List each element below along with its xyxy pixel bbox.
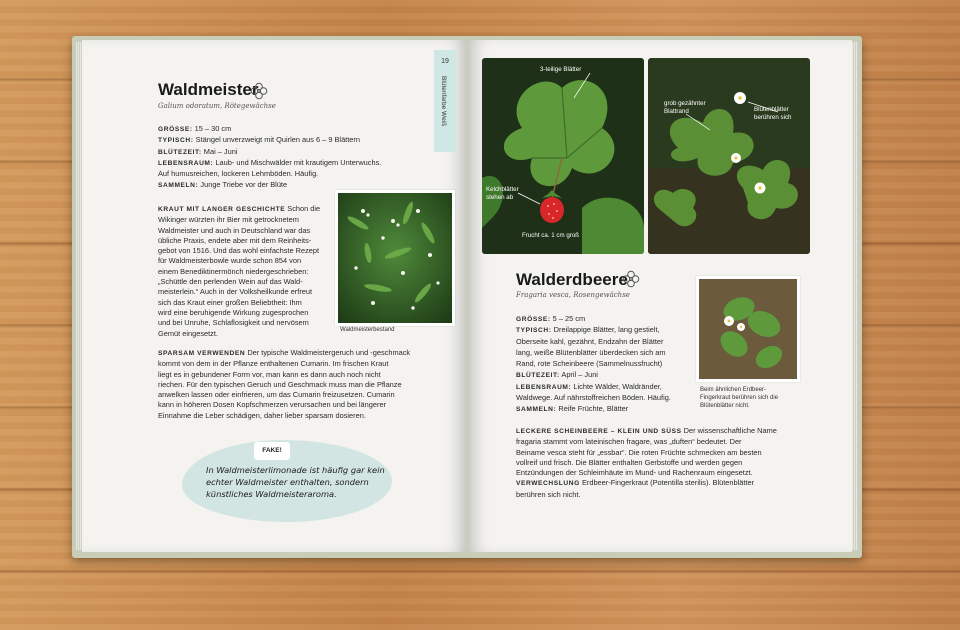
woodruff-photo-frame	[335, 190, 455, 326]
strawberry-flowers-photo	[648, 58, 810, 254]
fact-row: Oberseite kahl, gezähnt, Endzahn der Blätter	[516, 336, 664, 346]
strawberry-flowers-image	[648, 58, 810, 254]
section-tab-label: Blütenfarbe Weiß	[440, 76, 447, 127]
strawberry-closeup-photo	[482, 58, 644, 254]
label-frucht: Frucht ca. 1 cm groß	[522, 232, 580, 239]
left-page	[82, 40, 466, 552]
label-kelchblaetter: Kelchblätter stehen ab	[486, 186, 519, 201]
fact-row: BLÜTEZEIT: Mai – Juni	[158, 146, 238, 156]
plant-title-walderdbeere: Walderdbeere	[516, 270, 628, 289]
right-page	[468, 40, 852, 552]
sparsam-paragraph: SPARSAM VERWENDEN Der typische Waldmeistergeruch und -geschmack kommt von dem in der Pflanze enthaltenen Cumarin. Im frischen Kraut liegt es in gebundener Form vor, man kann es dann auch noch nicht riechen. Für den typischen Geruch und Geschmack muss man die Pflanze anwelken lassen oder einfrieren, um das Cumarin freizusetzen. Cumarin kann in höheren Dosen Kopfschmerzen verursachen und bei längerer Einnahme die Leber schädigen, daher lieber sparsam dosieren.	[158, 348, 411, 420]
plant-title-waldmeister: Waldmeister	[158, 80, 259, 99]
fact-row: SAMMELN: Junge Triebe vor der Blüte	[158, 180, 288, 190]
strawberry-small-photo	[699, 279, 797, 379]
strawberry-closeup-image	[482, 58, 644, 254]
label-blattrand: grob gezähnter Blattrand	[664, 100, 706, 115]
facts-list	[516, 314, 696, 416]
plant-subtitle: Fragaria vesca, Rosengewächse	[516, 291, 630, 299]
label-3teilige: 3-teilige Blätter	[540, 66, 582, 73]
page-number: 19	[441, 58, 449, 65]
fact-row: BLÜTEZEIT: April – Juni	[516, 370, 598, 380]
facts-list	[158, 124, 428, 192]
fact-row: LEBENSRAUM: Lichte Wälder, Waldränder,	[516, 381, 662, 391]
section-tab	[434, 50, 456, 152]
label-bluetenblaetter: Blütenblätter berühren sich	[754, 106, 792, 121]
fact-row: lang, weiße Blütenblätter überdecken sich am	[516, 347, 666, 357]
fact-row: Auf humusreichen, lockeren Lehmböden. Häufig.	[158, 169, 319, 179]
strawberry-photo-caption: Beim ähnlichen Erdbeer- Fingerkraut berühren sich die Blütenblätter nicht.	[700, 387, 779, 409]
strawberry-small-photo-frame	[696, 276, 800, 382]
plant-subtitle: Galium odoratum, Rötegewächse	[158, 102, 276, 110]
flower-icon	[250, 82, 268, 100]
fake-callout-text: In Waldmeisterlimonade ist häufig gar kein echter Waldmeister enthalten, sondern künstliches Waldmeisteraroma.	[206, 465, 385, 499]
fake-label: FAKE!	[254, 442, 290, 460]
fact-row: TYPISCH: Dreilappige Blätter, lang gestielt,	[516, 325, 660, 335]
fact-row: LEBENSRAUM: Laub- und Mischwälder mit krautigem Unterwuchs.	[158, 157, 382, 167]
fact-row: TYPISCH: Stängel unverzweigt mit Quirlen aus 6 – 9 Blättern	[158, 135, 360, 145]
fact-row: SAMMELN: Reife Früchte, Blätter	[516, 404, 629, 414]
scheinbeere-paragraph: LECKERE SCHEINBEERE – KLEIN UND SÜSS Der wissenschaftliche Name fragaria stammt vom lateinischen fragare, was „duften“ bedeutet. Der Beiname vesca steht für „essbar“. Die roten Früchte schmecken am besten vollreif und frisch. Die Blätter enthalten Gerbstoffe und werden gegen Entzündungen der Schleimhäute im Mund- und Rachenraum eingesetzt. VERWECHSLUNG Erdbeer-Fingerkraut (Potentilla sterilis). Blütenblätter berühren sich nicht.	[516, 426, 777, 499]
fact-row: Waldwege. Auf nährstoffreichen Böden. Häufig.	[516, 393, 671, 403]
fact-row: GRÖSSE: 5 – 25 cm	[516, 314, 586, 323]
fact-row: GRÖSSE: 15 – 30 cm	[158, 124, 232, 133]
woodruff-photo	[338, 193, 452, 323]
fact-row: Rand, rote Scheinbeere (Sammelnussfrucht)	[516, 359, 663, 369]
woodruff-photo-caption: Waldmeisterbestand	[340, 327, 395, 333]
history-paragraph: KRAUT MIT LANGER GESCHICHTE Schon die Wikinger würzten ihr Bier mit getrocknetem Waldmeister und auch in Deutschland war das übliche Praxis, endete aber mit dem Reinheits- gebot von 1516. Und das wohl einfachste Rezept für Waldmeisterbowle wurde schon 854 von einem Benediktinermönch niedergeschrieben: „Schüttle den perlenden Wein auf das Wald- meisterlein.“ Auch in der Volksheilkunde erfreut sich das Kraut einer großen Beliebtheit: Ihm wird eine beruhigende Wirkung zugesprochen und bei Unruhe, Schlaflosigkeit und nervösem Gemüt eingesetzt.	[158, 204, 321, 338]
flower-icon	[622, 270, 640, 288]
